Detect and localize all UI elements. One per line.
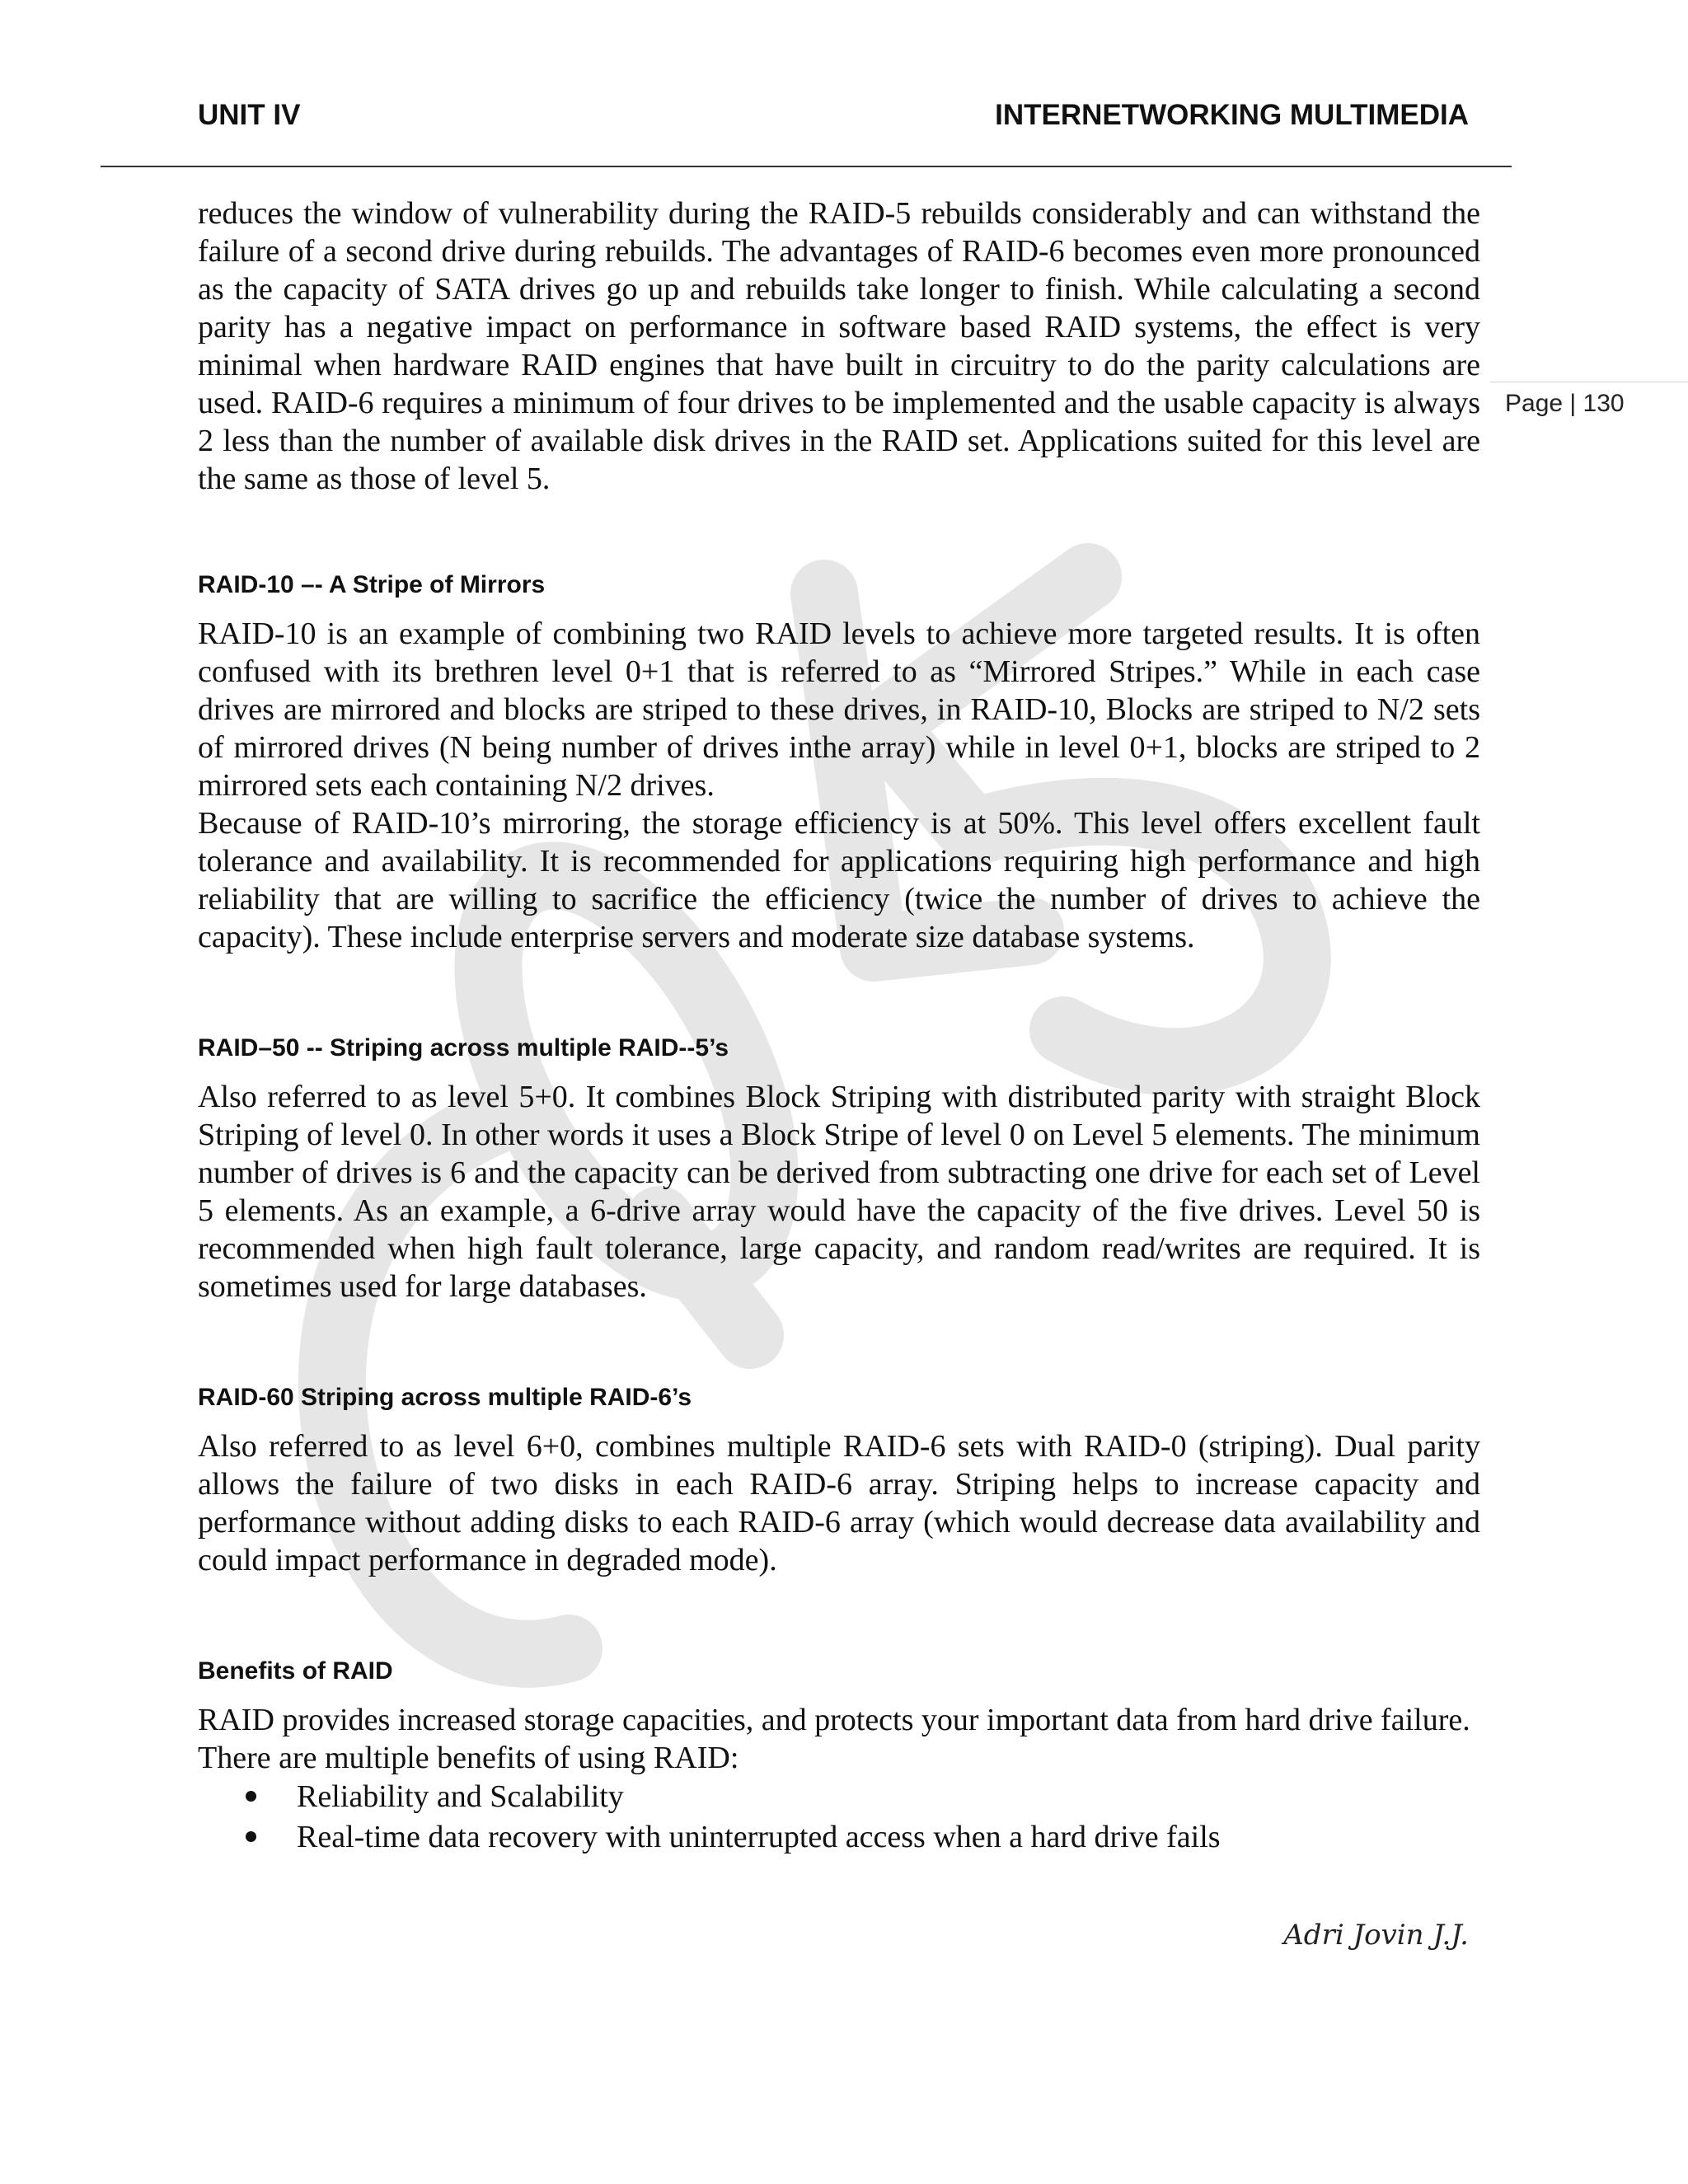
- bullet-icon: [246, 1831, 256, 1842]
- raid60-heading: RAID-60 Striping across multiple RAID-6’s: [198, 1384, 692, 1411]
- document-body: [198, 194, 1480, 1858]
- raid10-paragraph-2: Because of RAID-10’s mirroring, the storage efficiency is at 50%. This level offers excellent fault tolerance and availability. It is recommended for applications requiring high performance and high reliability that are willing to sacrifice the efficiency (twice the number of drives to achieve the capacity). These include enterprise servers and moderate size database systems.: [198, 806, 1480, 954]
- benefits-list: [198, 1777, 1480, 1858]
- raid50-paragraph: Also referred to as level 5+0. It combines Block Striping with distributed parity with straight Block Striping of level 0. In other words it uses a Block Stripe of level 0 on Level 5 elements. The minimum number of drives is 6 and the capacity can be derived from subtracting one drive for each set of Level 5 elements. As an example, a 6-drive array would have the capacity of the five drives. Level 50 is recommended when high fault tolerance, large capacity, and random read/writes are required. It is sometimes used for large databases.: [198, 1080, 1480, 1304]
- header-unit: UNIT IV: [198, 99, 301, 131]
- list-item: [198, 1777, 1480, 1817]
- benefits-heading: Benefits of RAID: [198, 1657, 393, 1685]
- benefits-paragraph-2: There are multiple benefits of using RAID:: [198, 1741, 739, 1775]
- list-item-text: Real-time data recovery with uninterrupted access when a hard drive fails: [297, 1820, 1221, 1854]
- raid10-paragraph-1: RAID-10 is an example of combining two RAID levels to achieve more targeted results. It is often confused with its brethren level 0+1 that is referred to as “Mirrored Stripes.” While in each case drives are mirrored and blocks are striped to these drives, in RAID-10, Blocks are striped to N/2 sets of mirrored drives (N being number of drives inthe array) while in level 0+1, blocks are striped to 2 mirrored sets each containing N/2 drives.: [198, 616, 1480, 803]
- author-signature: Adri Jovin J.J.: [1283, 1919, 1469, 1952]
- header-subject: INTERNETWORKING MULTIMEDIA: [995, 99, 1469, 131]
- header-divider: [101, 166, 1512, 167]
- raid10-heading: RAID-10 –- A Stripe of Mirrors: [198, 571, 546, 598]
- bullet-icon: [246, 1791, 256, 1802]
- list-item-text: Reliability and Scalability: [297, 1779, 624, 1814]
- list-item: [198, 1817, 1480, 1858]
- page-number: Page | 130: [1505, 390, 1625, 417]
- raid50-heading: RAID–50 -- Striping across multiple RAID--5’s: [198, 1034, 729, 1062]
- benefits-paragraph-1: RAID provides increased storage capacities, and protects your important data from hard drive failure.: [198, 1703, 1470, 1737]
- raid60-paragraph: Also referred to as level 6+0, combines multiple RAID-6 sets with RAID-0 (striping). Dual parity allows the failure of two disks in each RAID-6 array. Striping helps to increase capacity and performance without adding disks to each RAID-6 array (which would decrease data availability and could impact performance in degraded mode).: [198, 1429, 1480, 1577]
- intro-paragraph: reduces the window of vulnerability during the RAID-5 rebuilds considerably and can withstand the failure of a second drive during rebuilds. The advantages of RAID-6 becomes even more pronounced as the capacity of SATA drives go up and rebuilds take longer to finish. While calculating a second parity has a negative impact on performance in software based RAID systems, the effect is very minimal when hardware RAID engines that have built in circuitry to do the parity calculations are used. RAID-6 requires a minimum of four drives to be implemented and the usable capacity is always 2 less than the number of available disk drives in the RAID set. Applications suited for this level are the same as those of level 5.: [198, 196, 1480, 496]
